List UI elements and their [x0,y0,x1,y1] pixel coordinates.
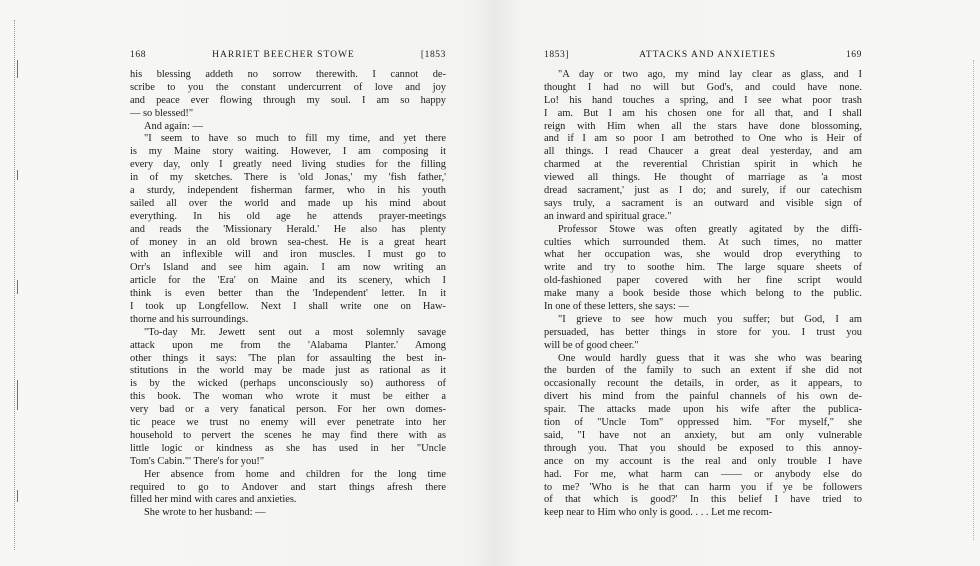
left-body-text [130,69,446,520]
text-line: had. For me, what harm can —— or anybody else do [544,468,862,480]
right-page-number: 169 [845,50,862,60]
text-line: Her absence from home and children for the long time [144,468,446,480]
text-line: required to go to Andover and start things afresh there [130,481,446,493]
text-line: to me? 'Who is he that can harm you if ye be followers [544,481,862,493]
right-page-edge [967,60,974,540]
left-page-edge [14,20,29,550]
text-line: this book. The woman who wrote it must be either a [130,391,446,403]
left-running-year: [1853 [420,50,446,60]
left-page [130,47,446,520]
text-line: I am. But I am his chosen one for all that, and I shall [544,107,862,119]
text-line: household to pervert the scenes he may find there with as [130,429,446,441]
text-line: very bad or a very fanatical person. For her own domes- [130,404,446,416]
text-line: One would hardly guess that it was she who was bearing [558,352,862,364]
text-line: what her occupation was, she would drop everything to [544,249,862,261]
right-page [544,47,862,520]
text-line: write and try to soothe him. The large square sheets of [544,262,862,274]
text-line: with an inflexible will and iron muscles. I must go to [130,249,446,261]
text-line: old-fashioned paper covered with her fine script would [544,275,862,287]
text-line: said, "I have not an anxiety, but am only vulnerable [544,429,862,441]
text-line: thought I had no will but God's, and could have none. [544,81,862,93]
text-line: Tom's Cabin."' There's for you!" [130,455,265,467]
text-line: of that which is good?' In this belief I have tried to [544,494,862,506]
text-line: everything. In his old age he attends prayer-meetings [130,210,446,222]
text-line: She wrote to her husband: — [144,507,266,519]
text-line: divert his mind from the painful channels of his own de- [544,391,862,403]
text-line: will be of good cheer." [544,339,639,351]
text-line: attack upon me from the 'Alabama Planter.' Among [130,339,446,351]
left-running-title: HARRIET BEECHER STOWE [212,50,355,60]
text-line: is by the wicked (perhaps unconsciously so) authoress of [130,378,446,390]
text-line: I took up Longfellow. Next I shall write one on Haw- [130,301,446,313]
text-line: reign with Him when all the stars have done blossoming, [544,120,862,132]
left-running-head [130,47,446,63]
text-line: culties which surrounded them. At such times, no matter [544,236,862,248]
text-line: "A day or two ago, my mind lay clear as glass, and I [558,69,862,80]
text-line: keep near to Him who only is good. . . . Let me recom- [544,507,773,519]
text-line: filled her mind with cares and anxieties. [130,494,297,506]
text-line: persuaded, has better things in store for you. I trust you [544,326,862,338]
text-line: of money in an old brown sea-chest. He is a great heart [130,236,446,248]
text-line: and if I am so poor I am betrothed to One who is Heir of [544,133,862,145]
text-line: the burden of the family to such an extent if she did not [544,365,862,377]
right-body-text [544,69,862,520]
right-running-title: ATTACKS AND ANXIETIES [639,50,776,60]
right-running-head [544,47,862,63]
text-line: through you. That you should be exposed to this annoy- [544,442,862,454]
text-line: a sturdy, independent fisherman farmer, who in his youth [130,185,446,197]
text-line: In one of these letters, she says: — [544,301,689,313]
text-line: "I seem to have so much to fill my time, and yet there [144,133,446,145]
text-line: sailed all over the world and made up his mind about [130,197,446,209]
text-line: thorne and his surroundings. [130,313,249,325]
text-line: "I grieve to see how much you suffer; but God, I am [558,313,862,325]
text-line: occasionally recount the details, in order, as it appears, to [544,378,862,390]
text-line: an inward and spiritual grace." [544,210,672,222]
text-line: "To-day Mr. Jewett sent out a most solemnly savage [144,326,446,338]
left-page-number: 168 [130,50,147,60]
text-line: article for the 'Era' on Maine and its scenery, which I [130,275,446,287]
text-line: stitutions in the world may be made just as rational as it [130,365,446,377]
text-line: and reads the 'Missionary Herald.' He also has plenty [130,223,446,235]
text-line: Lo! his hand touches a spring, and I see what poor trash [544,94,862,106]
text-line: charmed at the reverential Christian spirit in which he [544,159,862,171]
text-line: every day, only I greatly need living studies for the filling [130,159,446,171]
text-line: says truly, a sacrament is an outward and visible sign of [544,197,862,209]
text-line: other things it says: 'The plan for assaulting the best in- [130,352,446,364]
text-line: scribe to you the constant undercurrent of love and joy [130,81,446,93]
text-line: Orr's Island and see him again. I am now writing an [130,262,446,274]
text-line: is my Maine story waiting. However, I am composing it [130,146,446,158]
text-line: little logic or kindness as she has used in her "Uncle [130,442,446,454]
text-line: think is even better than the 'Independent' letter. In it [130,288,446,300]
text-line: Professor Stowe was often greatly agitated by the diffi- [558,223,862,235]
text-line: tion of "Uncle Tom" oppressed him. "For myself," she [544,417,862,429]
text-line: dread sacrament,' just as I do; and surely, if our catechism [544,185,862,197]
text-line: viewed all things. He thought of marriage as 'a most [544,172,862,184]
text-line: and peace ever flowing through my soul. I am so happy [130,94,446,106]
text-line: spair. The attacks made upon his wife after the publica- [544,404,862,416]
text-line: tic peace we trust no enemy will ever penetrate into her [130,417,446,429]
text-line: And again: — [144,120,203,132]
text-line: all things. I read Chaucer a great deal yesterday, and am [544,146,862,158]
text-line: — so blessed!" [130,107,194,119]
text-line: his blessing addeth no sorrow therewith. I cannot de- [130,69,446,80]
text-line: ance on my account is the real and only trouble I have [544,455,862,467]
text-line: in of my sketches. There is 'old Jonas,' my 'fish father,' [130,172,446,184]
right-running-year: 1853] [544,50,570,60]
text-line: make many a book beside those which belong to the public. [544,288,862,300]
